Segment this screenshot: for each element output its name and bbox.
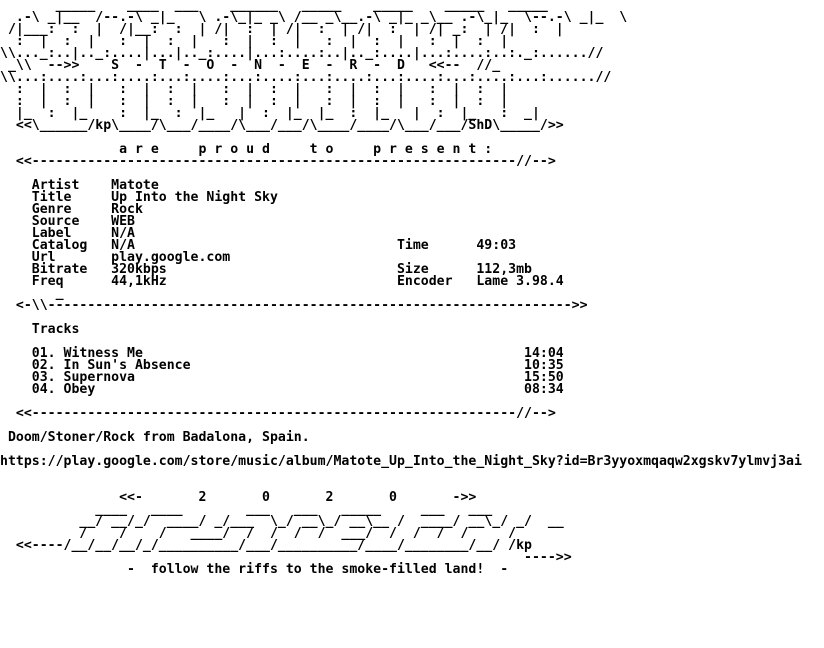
nfo-line: : | : | : | : | : | : | : | : | : | : | xyxy=(0,34,509,49)
nfo-line: Doom/Stoner/Rock from Badalona, Spain. xyxy=(0,430,310,445)
nfo-line: _____ ____ ___ ______ _____ _____ _____ _____ xyxy=(0,0,548,13)
nfo-line: ____ ____ ___ ___ _____ ___ ___ xyxy=(0,502,493,517)
nfo-line: <<\______/kp\____/\___/____/\___/___/\____/____/\___/___/ShD\_____/>> xyxy=(0,118,564,133)
nfo-line: Tracks xyxy=(0,322,80,337)
nfo-line: Url play.google.com xyxy=(0,250,231,265)
nfo-line: <<----/__/__/__/_/__________/___/__________/____/________/__/ /kp xyxy=(0,538,532,553)
nfo-line: Bitrate 320kbps Size 112,3mb xyxy=(0,262,532,277)
nfo-line: |_ : |_ : |_ : |_ | : |_ |_ : |_ | : |_ : _| xyxy=(0,106,540,121)
nfo-line: 02. In Sun's Absence 10:35 xyxy=(0,358,564,373)
nfo-line: - follow the riffs to the smoke-filled land! - xyxy=(0,562,509,577)
nfo-line: 03. Supernova 15:50 xyxy=(0,370,564,385)
nfo-line: Genre Rock xyxy=(0,202,143,217)
nfo-line: \\..._:..|.._:....|...|.._:....|...:....:..|.._:....|...:....:..:._:......// xyxy=(0,46,604,61)
nfo-line: : | : | : | : | : | : | : | : | : | : | xyxy=(0,94,509,109)
nfo-line xyxy=(0,312,824,324)
nfo-line xyxy=(0,468,824,480)
nfo-line: \\...:....:...:....:...:....:...:....:...:....:...:....:...:....:...:......// xyxy=(0,70,612,85)
nfo-line: <<- 2 0 2 0 ->> xyxy=(0,490,477,505)
nfo-line: Artist Matote xyxy=(0,178,159,193)
nfo-line: Freq 44,1kHz Encoder Lame 3.98.4 xyxy=(0,274,564,289)
nfo-line: <-\\------------------------------------------------------------------>> xyxy=(0,298,588,313)
nfo-line: <<-------------------------------------------------------------//--> xyxy=(0,154,556,169)
nfo-line: Title Up Into the Night Sky xyxy=(0,190,278,205)
nfo-line: .-\ _|__ /--.-\ _|_ \ .-\_|_ _\ /__ _\__.-\ _|_ _\__ .-\_|_ \--.-\ _|_ \ xyxy=(0,10,628,25)
nfo-line: / / / ____/ / / / / ___/ / / / / / xyxy=(0,526,517,541)
nfo-line: _ xyxy=(0,286,64,301)
nfo-line: <<-------------------------------------------------------------//--> xyxy=(0,406,556,421)
nfo-line: __/ __/_/ ____/ _/___ \_/ __\_/ __\__ / ____/ __\_/ _/ __ xyxy=(0,514,564,529)
nfo-line: : | : | : | : | : | : | : | : | : | : | xyxy=(0,82,509,97)
nfo-line: https://play.google.com/store/music/album/Matote_Up_Into_the_Night_Sky?id=Br3yyoxmqaqw2xgskv7ylmvj3ai xyxy=(0,454,802,469)
nfo-line: 01. Witness Me 14:04 xyxy=(0,346,564,361)
nfo-line: _\\ -->> S - T - O - N - E - R - D <<-- //_ xyxy=(0,58,501,73)
nfo-line: ---->> xyxy=(0,550,572,565)
nfo-line: Catalog N/A Time 49:03 xyxy=(0,238,517,253)
nfo-line: Source WEB xyxy=(0,214,135,229)
nfo-line: 04. Obey 08:34 xyxy=(0,382,564,397)
nfo-line: a r e p r o u d t o p r e s e n t : xyxy=(0,142,493,157)
nfo-line: /|___: : | /|__: : | /| : | /| : | /| : | /| _: | /| : | xyxy=(0,22,564,37)
nfo-line: Label N/A xyxy=(0,226,135,241)
